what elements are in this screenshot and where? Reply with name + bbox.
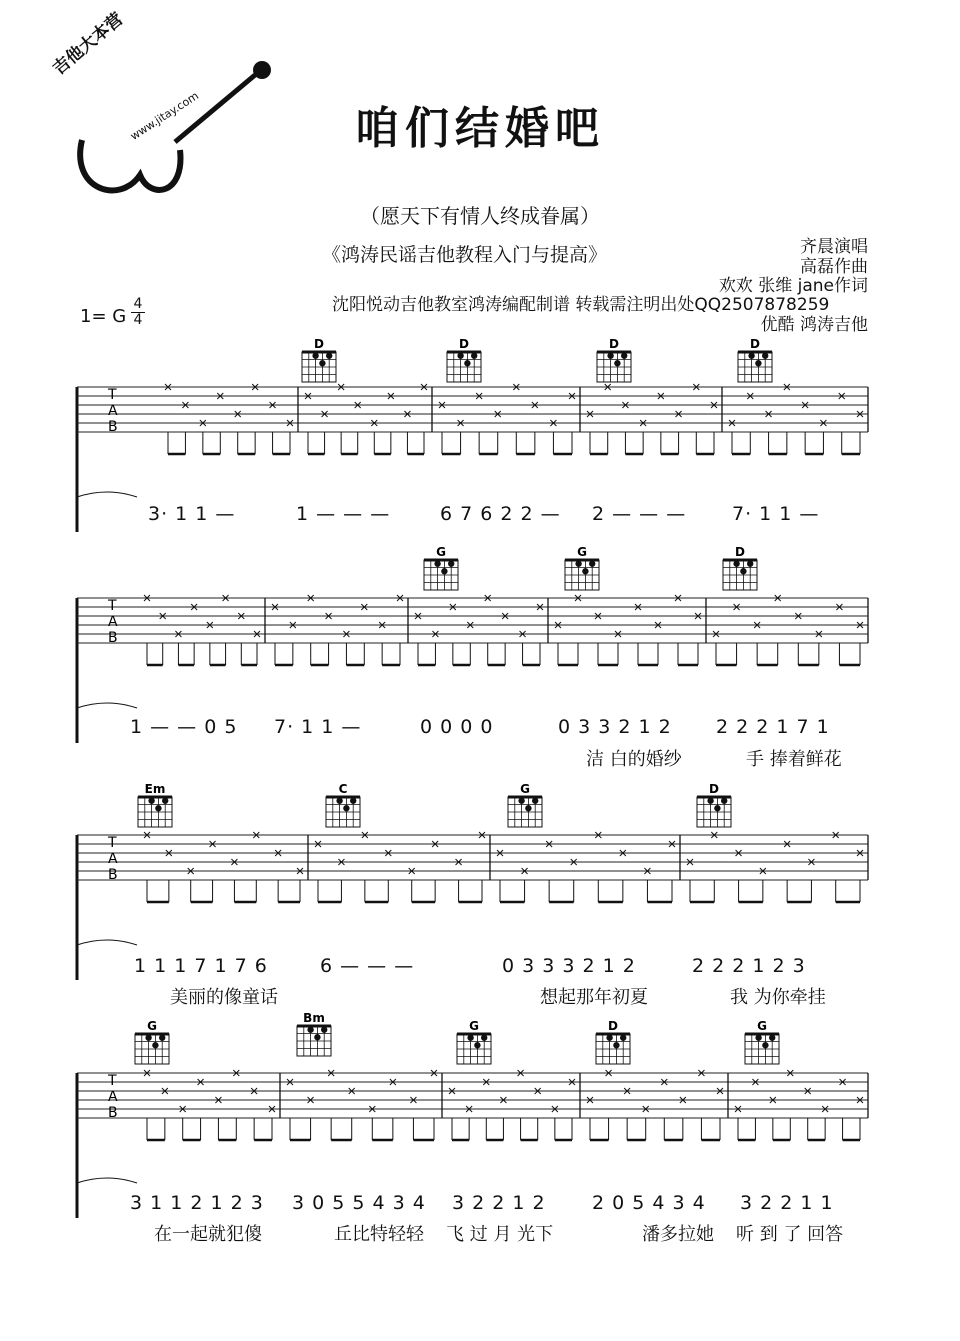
key-signature: 1= G [80,306,127,327]
chord-name: G [469,1019,479,1033]
book-title: 《鸿涛民谣吉他教程入门与提高》 [322,244,608,266]
notation-measure: 0 3 3 3 2 1 2 [502,955,636,977]
song-title: 咱们结婚吧 [355,103,605,154]
finger-dot [152,1042,158,1048]
finger-dot [755,360,761,366]
finger-dot [747,561,753,567]
lyric: 我 为你牵挂 [730,987,826,1008]
chord-name: G [520,782,530,796]
tab-clef-letter: B [108,419,118,435]
notation-measure: 3 2 2 1 1 [740,1192,834,1214]
logo-text: 吉他大本营 [49,9,128,80]
tab-clef-letter: B [108,1105,118,1121]
chord-name: D [314,337,324,351]
notation-measure: 0 0 0 0 [420,716,494,738]
finger-dot [721,798,727,804]
lyric: 丘比特轻轻 [334,1224,424,1245]
lyric: 洁 白的婚纱 [586,749,682,770]
finger-dot [620,1035,626,1041]
finger-dot [441,568,447,574]
lyric: 手 捧着鲜花 [746,749,842,770]
finger-dot [319,360,325,366]
finger-dot [532,798,538,804]
chord-name: G [436,545,446,559]
tab-clef-letter: A [108,614,118,630]
credit-lyricist: 欢欢 张维 jane作词 [718,276,868,296]
finger-dot [481,1035,487,1041]
chord-name: G [147,1019,157,1033]
notation-measure: 3 0 5 5 4 3 4 [292,1192,426,1214]
notation-measure: 2 0 5 4 3 4 [592,1192,706,1214]
finger-dot [613,1042,619,1048]
chord-name: G [757,1019,767,1033]
finger-dot [321,1027,327,1033]
finger-dot [769,1035,775,1041]
finger-dot [474,1042,480,1048]
finger-dot [755,1035,761,1041]
notation-measure: 1 1 1 7 1 7 6 [134,955,268,977]
finger-dot [307,1027,313,1033]
finger-dot [707,798,713,804]
notation-measure: 3 1 1 2 1 2 3 [130,1192,264,1214]
finger-dot [464,360,470,366]
finger-dot [434,561,440,567]
notation-measure: 2 2 2 1 7 1 [716,716,830,738]
chord-name: Bm [303,1011,325,1025]
finger-dot [740,568,746,574]
notation-measure: 3· 1 1 — [148,503,236,525]
tab-clef-letter: T [108,598,117,614]
tab-clef-letter: T [108,1073,117,1089]
finger-dot [748,353,754,359]
logo-url: www.jitay.com [128,89,201,143]
time-signature-bottom: 4 [133,312,143,328]
finger-dot [589,561,595,567]
notation-measure: 2 2 2 1 2 3 [692,955,806,977]
lyric: 想起那年初夏 [540,987,648,1008]
credit-composer: 高磊作曲 [800,257,868,277]
tab-clef-letter: A [108,851,118,867]
notation-measure: 1 — — — [296,503,391,525]
tie-curve [77,703,137,708]
tab-clef-letter: T [108,835,117,851]
logo-guitar-neck-icon [175,75,255,142]
finger-dot [162,798,168,804]
credit-arranger: 沈阳悦动吉他教室鸿涛编配制谱 转载需注明出处QQ2507878259 [332,295,830,315]
notation-measure: 0 3 3 2 1 2 [558,716,672,738]
notation-measure: 1 — — 0 5 [130,716,238,738]
tab-clef-letter: B [108,630,118,646]
finger-dot [145,1035,151,1041]
finger-dot [525,805,531,811]
finger-dot [471,353,477,359]
notation-measure: 7· 1 1 — [274,716,362,738]
time-signature-top: 4 [131,297,145,313]
finger-dot [314,1034,320,1040]
chord-name: G [577,545,587,559]
chord-name: C [338,782,348,796]
finger-dot [607,353,613,359]
credit-source: 优酷 鸿涛吉他 [760,315,868,335]
chord-name: D [609,337,619,351]
finger-dot [582,568,588,574]
finger-dot [621,353,627,359]
finger-dot [467,1035,473,1041]
tab-clef-letter: A [108,1089,118,1105]
lyric: 飞 过 月 光下 [446,1224,554,1245]
lyric: 美丽的像童话 [170,987,278,1008]
chord-name: D [709,782,719,796]
chord-name: D [735,545,745,559]
finger-dot [159,1035,165,1041]
finger-dot [312,353,318,359]
lyric: 在一起就犯傻 [154,1224,262,1245]
lyric: 潘多拉她 [642,1224,714,1245]
chord-name: D [459,337,469,351]
finger-dot [457,353,463,359]
finger-dot [343,805,349,811]
finger-dot [762,1042,768,1048]
notation-measure: 7· 1 1 — [732,503,820,525]
finger-dot [148,798,154,804]
finger-dot [155,805,161,811]
finger-dot [762,353,768,359]
notation-measure: 6 7 6 2 2 — [440,503,561,525]
chord-name: D [608,1019,618,1033]
finger-dot [336,798,342,804]
notation-measure: 3 2 2 1 2 [452,1192,546,1214]
tie-curve [77,1178,137,1183]
finger-dot [606,1035,612,1041]
tie-curve [77,492,137,497]
finger-dot [448,561,454,567]
credit-singer: 齐晨演唱 [800,237,868,257]
finger-dot [614,360,620,366]
chord-name: Em [144,782,166,796]
logo-guitar-icon [80,140,180,190]
notation-measure: 2 — — — [592,503,687,525]
chord-name: D [750,337,760,351]
finger-dot [350,798,356,804]
finger-dot [518,798,524,804]
tab-clef-letter: A [108,403,118,419]
tab-clef-letter: T [108,387,117,403]
finger-dot [733,561,739,567]
notation-measure: 6 — — — [320,955,415,977]
logo-guitar-head-icon [253,61,271,79]
finger-dot [575,561,581,567]
subtitle: （愿天下有情人终成眷属） [360,204,600,228]
finger-dot [326,353,332,359]
finger-dot [714,805,720,811]
lyric: 听 到 了 回答 [736,1224,844,1245]
tab-clef-letter: B [108,867,118,883]
tie-curve [77,940,137,945]
